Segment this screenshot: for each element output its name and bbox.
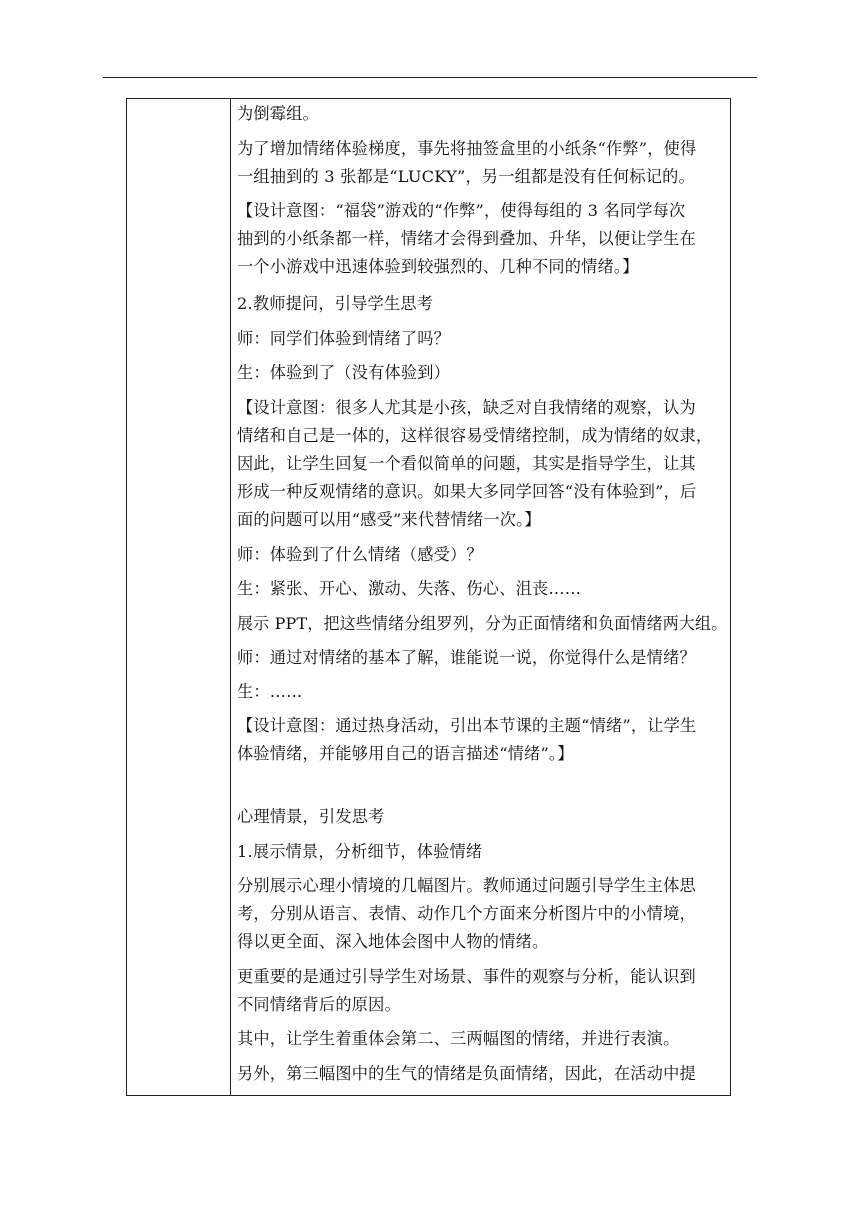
text-line: 展示 PPT，把这些情绪分组罗列，分为正面情绪和负面情绪两大组。	[237, 614, 728, 633]
text-line: 生：紧张、开心、激动、失落、伤心、沮丧……	[237, 579, 582, 598]
text-line: 情绪和自己是一体的，这样很容易受情绪控制，成为情绪的奴隶，	[237, 426, 713, 445]
text-line: 为了增加情绪体验梯度，事先将抽签盒里的小纸条“作弊”，使得	[237, 139, 697, 158]
text-line: 形成一种反观情绪的意识。如果大多同学回答“没有体验到”，后	[237, 482, 697, 501]
text-line: 一组抽到的 3 张都是“LUCKY”，另一组都是没有任何标记的。	[237, 167, 695, 186]
text-line: 1.展示情景，分析细节，体验情绪	[237, 842, 483, 861]
text-line: 不同情绪背后的原因。	[237, 995, 401, 1014]
text-line: 体验情绪，并能够用自己的语言描述“情绪”。】	[237, 744, 574, 763]
text-line: 更重要的是通过引导学生对场景、事件的观察与分析，能认识到	[237, 967, 696, 986]
header-rule	[103, 77, 757, 78]
text-line: 考，分别从语言、表情、动作几个方面来分析图片中的小情境，	[237, 904, 696, 923]
text-line: 师：同学们体验到情绪了吗？	[237, 329, 451, 348]
text-line: 因此，让学生回复一个看似简单的问题，其实是指导学生，让其	[237, 454, 696, 473]
text-line: 生：……	[237, 682, 303, 701]
text-line: 得以更全面、深入地体会图中人物的情绪。	[237, 932, 549, 951]
text-line: 分别展示心理小情境的几幅图片。教师通过问题引导学生主体思	[237, 876, 696, 895]
table-column-divider	[230, 98, 231, 1096]
text-line: 面的问题可以用“感受”来代替情绪一次。】	[237, 510, 541, 529]
text-line: 【设计意图：“福袋”游戏的“作弊”，使得每组的 3 名同学每次	[237, 201, 686, 220]
text-line: 【设计意图：通过热身活动，引出本节课的主题“情绪”，让学生	[237, 716, 697, 735]
section-heading: 心理情景，引发思考	[237, 807, 385, 826]
text-line: 另外，第三幅图中的生气的情绪是负面情绪，因此，在活动中提	[237, 1064, 696, 1083]
text-line: 一个小游戏中迅速体验到较强烈的、几种不同的情绪。】	[237, 257, 639, 276]
text-line: 2.教师提问，引导学生思考	[237, 294, 434, 313]
text-line: 师：通过对情绪的基本了解，谁能说一说，你觉得什么是情绪？	[237, 648, 696, 667]
text-line: 师：体验到了什么情绪（感受）？	[237, 545, 483, 564]
text-line: 【设计意图：很多人尤其是小孩，缺乏对自我情绪的观察，认为	[237, 398, 696, 417]
text-line: 生：体验到了（没有体验到）	[237, 363, 451, 382]
text-line: 为倒霉组。	[237, 104, 319, 123]
text-line: 抽到的小纸条都一样，情绪才会得到叠加、升华，以便让学生在	[237, 229, 696, 248]
text-line: 其中，让学生着重体会第二、三两幅图的情绪，并进行表演。	[237, 1029, 680, 1048]
